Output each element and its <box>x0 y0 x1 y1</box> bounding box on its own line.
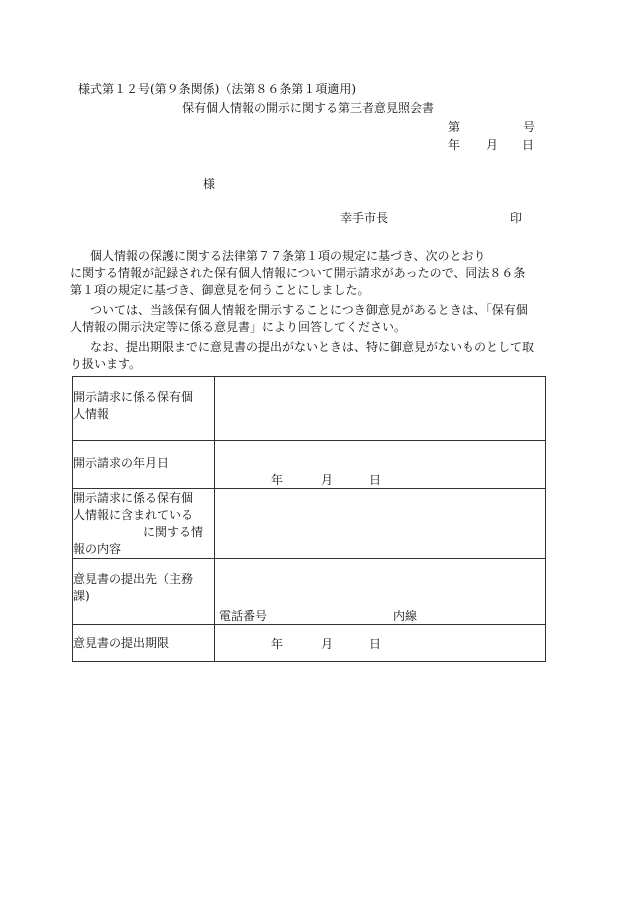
row-label-third-party-info: 開示請求に係る保有個 人情報に含まれている に関する情 報の内容 <box>73 489 215 559</box>
paragraph-line: 人情報の開示決定等に係る意見書」により回答してください。 <box>70 320 407 334</box>
addressee-sama: 様 <box>203 177 216 191</box>
request-date-year: 年 <box>271 473 284 487</box>
table-row <box>73 377 546 441</box>
table-row <box>73 441 546 489</box>
inquiry-table <box>72 376 546 662</box>
paragraph-line: に関する情報が記録された保有個人情報について開示請求があったので、同法８６条 <box>70 266 526 280</box>
paragraph-3 <box>70 339 548 373</box>
paragraph-line: ついては、当該保有個人情報を開示することにつき御意見があるときは、「保有個 <box>78 303 528 317</box>
row-label-target-info: 開示請求に係る保有個 人情報 <box>73 377 215 441</box>
paragraph-2 <box>70 302 548 336</box>
row-value-request-date[interactable] <box>215 441 546 489</box>
document-title: 保有個人情報の開示に関する第三者意見照会書 <box>182 101 435 115</box>
row-label-request-date: 開示請求の年月日 <box>73 441 215 489</box>
date-day: 日 <box>522 138 535 152</box>
seal-mark: 印 <box>510 211 523 225</box>
deadline-year: 年 <box>271 637 284 651</box>
phone-label: 電話番号 <box>219 609 268 623</box>
row-value-deadline[interactable] <box>215 625 546 662</box>
paragraph-line: 第１項の規定に基づき、御意見を伺うことにしました。 <box>70 283 370 297</box>
number-go: 号 <box>523 120 536 134</box>
table-row <box>73 559 546 625</box>
date-year: 年 <box>448 138 461 152</box>
table-row <box>73 489 546 559</box>
date-month: 月 <box>486 138 499 152</box>
paragraph-line: り扱います。 <box>70 357 142 371</box>
extension-label: 内線 <box>393 609 418 623</box>
request-date-day: 日 <box>369 473 382 487</box>
row-label-submit-to: 意見書の提出先（主務 課) <box>73 559 215 625</box>
number-dai: 第 <box>448 120 461 134</box>
row-label-deadline: 意見書の提出期限 <box>73 625 215 662</box>
paragraph-line: 個人情報の保護に関する法律第７７条第１項の規定に基づき、次のとおり <box>78 249 486 263</box>
paragraph-line: なお、提出期限までに意見書の提出がないときは、特に御意見がないものとして取 <box>78 340 535 354</box>
request-date-month: 月 <box>321 473 334 487</box>
row-value-submit-to[interactable] <box>215 559 546 625</box>
table-row <box>73 625 546 662</box>
issuer-name: 幸手市長 <box>340 211 389 225</box>
row-value-third-party-info[interactable] <box>215 489 546 559</box>
deadline-month: 月 <box>321 637 334 651</box>
row-value-target-info[interactable] <box>215 377 546 441</box>
paragraph-1 <box>70 248 548 299</box>
deadline-day: 日 <box>369 637 382 651</box>
form-number: 様式第１２号(第９条関係)（法第８６条第１項適用) <box>78 82 357 96</box>
